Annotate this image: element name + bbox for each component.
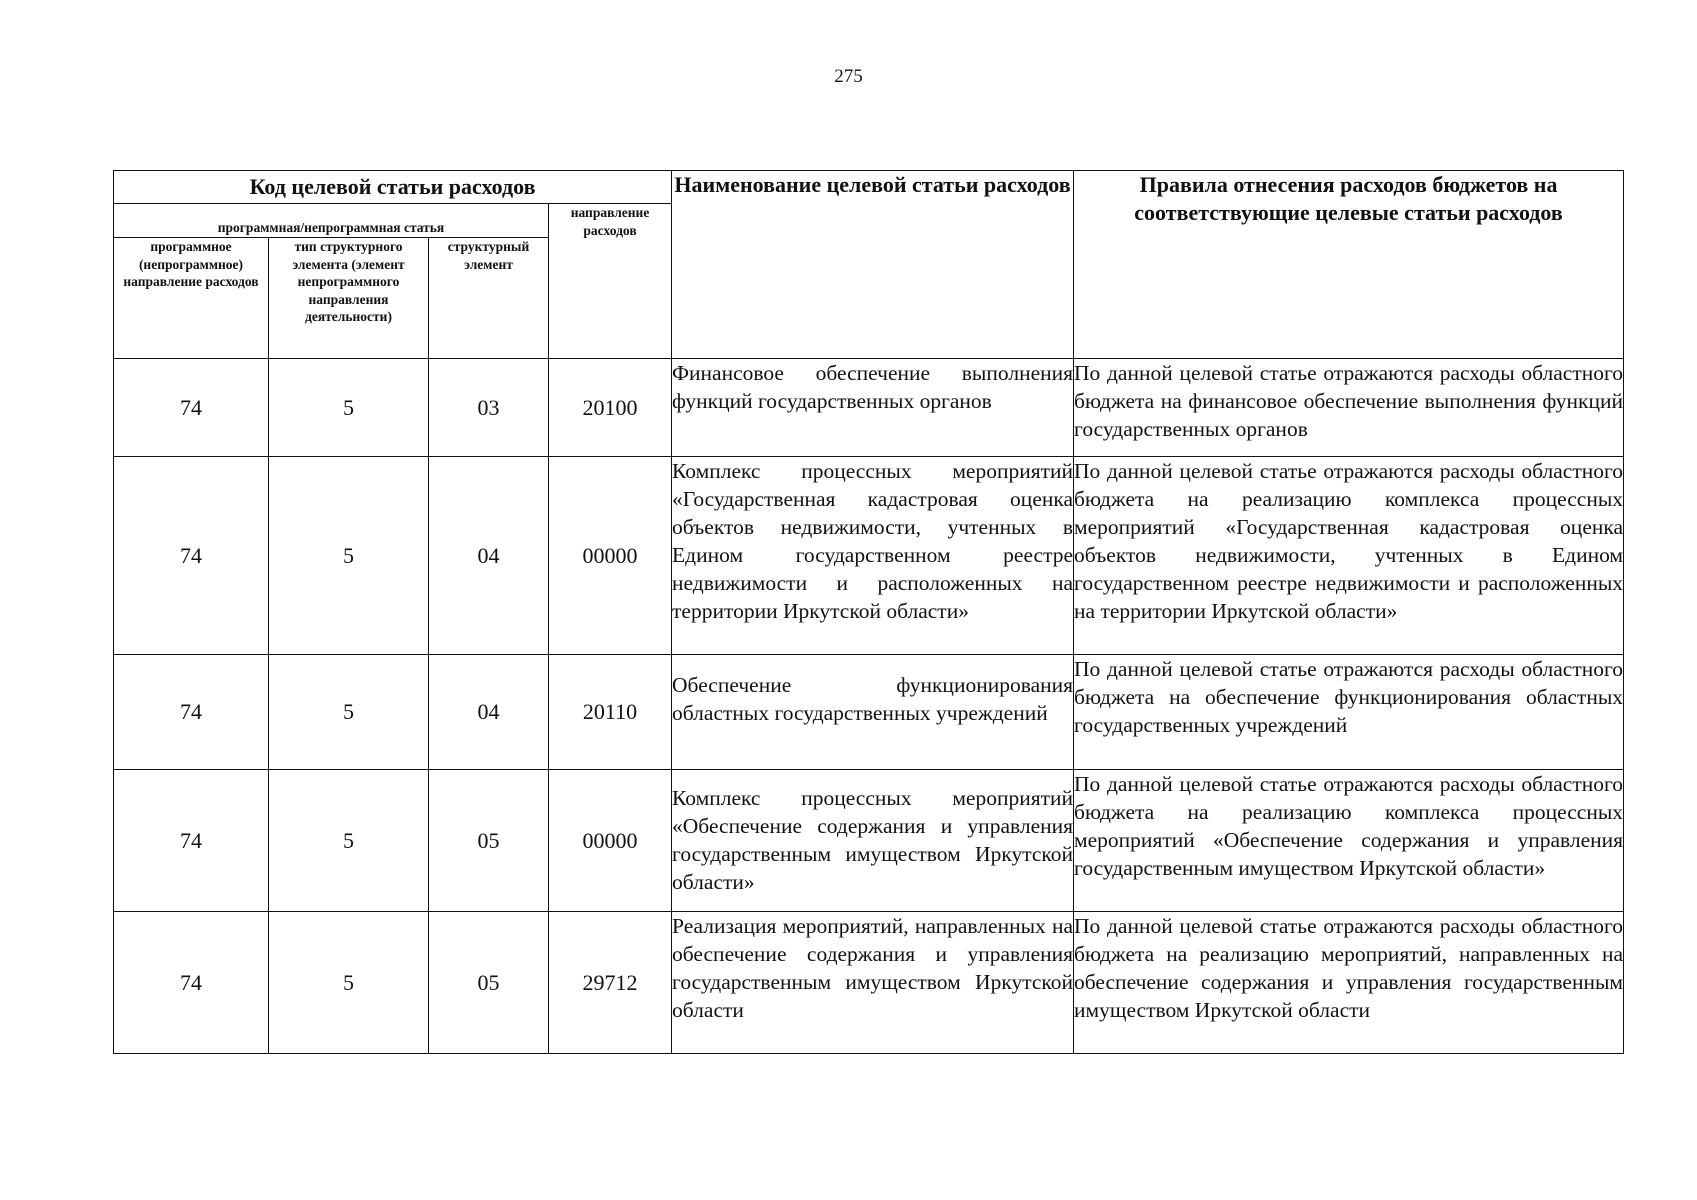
article-name: Финансовое обеспечение выполнения функций государственных органов (672, 359, 1074, 457)
article-rule: По данной целевой статье отражаются расходы областного бюджета на реализацию мероприятий, направленных на обеспечение содержания и управления государственным имуществом Иркутской области (1074, 912, 1624, 1054)
program-code: 74 (114, 912, 269, 1054)
article-name: Обеспечение функционирования областных государственных учреждений (672, 655, 1074, 770)
program-direction-header: программное (непрограммное) направление расходов (114, 238, 269, 359)
type-code: 5 (269, 359, 429, 457)
type-code: 5 (269, 655, 429, 770)
rules-header: Правила отнесения расходов бюджетов на соответствующие целевые статьи расходов (1074, 171, 1624, 359)
table-row (114, 359, 1624, 457)
element-code: 05 (429, 770, 549, 912)
program-code: 74 (114, 770, 269, 912)
program-code: 74 (114, 359, 269, 457)
table-row (114, 770, 1624, 912)
structural-element-header: структурный элемент (429, 238, 549, 359)
direction-code: 29712 (549, 912, 672, 1054)
article-rule: По данной целевой статье отражаются расходы областного бюджета на финансовое обеспечение выполнения функций государственных органов (1074, 359, 1624, 457)
element-code: 04 (429, 457, 549, 655)
table-row (114, 457, 1624, 655)
header-row-1 (114, 171, 1624, 204)
element-code: 05 (429, 912, 549, 1054)
direction-code: 00000 (549, 457, 672, 655)
page-number: 275 (834, 66, 863, 87)
direction-code: 00000 (549, 770, 672, 912)
element-code: 03 (429, 359, 549, 457)
program-article-header: программная/непрограммная статья (114, 204, 549, 238)
article-rule: По данной целевой статье отражаются расходы областного бюджета на обеспечение функционирования областных государственных учреждений (1074, 655, 1624, 770)
article-name: Комплекс процессных мероприятий «Обеспечение содержания и управления государственным имуществом Иркутской области» (672, 770, 1074, 912)
type-code: 5 (269, 912, 429, 1054)
program-code: 74 (114, 655, 269, 770)
table-row (114, 912, 1624, 1054)
element-type-header: тип структурного элемента (элемент непрограммного направления деятельности) (269, 238, 429, 359)
type-code: 5 (269, 457, 429, 655)
direction-header: направление расходов (549, 204, 672, 359)
element-code: 04 (429, 655, 549, 770)
program-code: 74 (114, 457, 269, 655)
target-articles-table (113, 170, 1624, 1054)
direction-code: 20100 (549, 359, 672, 457)
code-header: Код целевой статьи расходов (114, 171, 672, 204)
type-code: 5 (269, 770, 429, 912)
name-header: Наименование целевой статьи расходов (672, 171, 1074, 359)
article-name: Комплекс процессных мероприятий «Государственная кадастровая оценка объектов недвижимости, учтенных в Едином государственном реестре недвижимости и расположенных на территории Иркутской области» (672, 457, 1074, 655)
table-row (114, 655, 1624, 770)
article-rule: По данной целевой статье отражаются расходы областного бюджета на реализацию комплекса процессных мероприятий «Обеспечение содержания и управления государственным имуществом Иркутской области» (1074, 770, 1624, 912)
article-rule: По данной целевой статье отражаются расходы областного бюджета на реализацию комплекса процессных мероприятий «Государственная кадастровая оценка объектов недвижимости, учтенных в Едином государственном реестре недвижимости и расположенных на территории Иркутской области» (1074, 457, 1624, 655)
article-name: Реализация мероприятий, направленных на обеспечение содержания и управления государственным имуществом Иркутской области (672, 912, 1074, 1054)
direction-code: 20110 (549, 655, 672, 770)
